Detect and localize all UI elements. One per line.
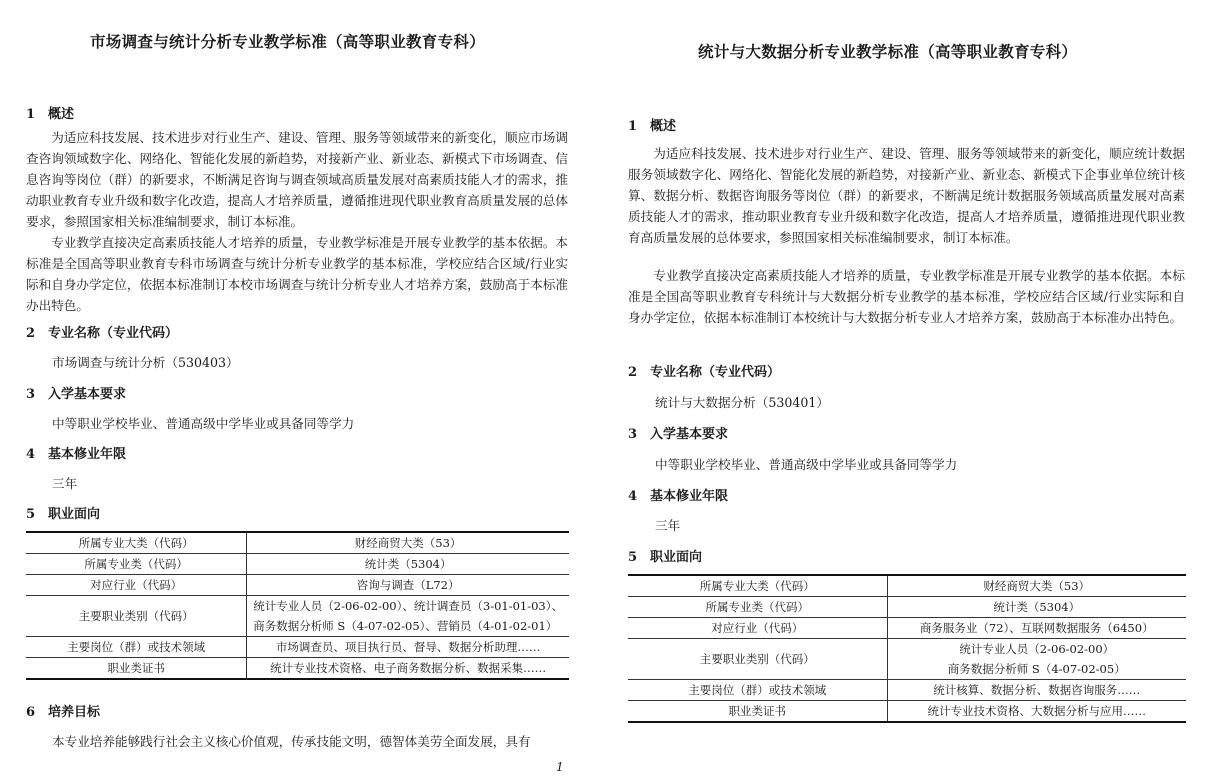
section-label: 职业面向 (650, 550, 703, 565)
table-key: 职业类证书 (26, 658, 247, 680)
page-title: 统计与大数据分析专业教学标准（高等职业教育专科） (698, 42, 1078, 61)
table-row (26, 575, 569, 596)
table-value-line: 商务数据分析师 S（4-07-02-05）、营销员（4-01-02-01） (253, 619, 558, 633)
section-overview-heading (628, 115, 676, 134)
section-label: 入学基本要求 (650, 427, 729, 442)
table-value-line: 统计专业人员（2-06-02-00）、统计调查员（3-01-01-03）、 (253, 599, 563, 613)
section-number: 1 (628, 119, 638, 134)
section-number: 4 (628, 489, 638, 504)
section-label: 职业面向 (48, 507, 101, 522)
section-number: 3 (26, 387, 36, 402)
table-value: 财经商贸大类（53） (247, 532, 569, 554)
table-value: 统计专业技术资格、大数据分析与应用…… (887, 701, 1186, 723)
section-label: 入学基本要求 (48, 387, 127, 402)
right-page (600, 0, 1212, 777)
section-label: 概述 (48, 107, 75, 122)
section-entry-heading (628, 423, 728, 442)
table-key: 对应行业（代码） (26, 575, 247, 596)
study-years: 三年 (655, 518, 681, 533)
table-value-line: 统计专业人员（2-06-02-00） (959, 642, 1115, 656)
table-key: 对应行业（代码） (628, 618, 887, 639)
section-label: 基本修业年限 (650, 489, 729, 504)
table-key: 主要职业类别（代码） (628, 639, 887, 680)
table-value: 市场调查员、项目执行员、督导、数据分析助理…… (247, 637, 569, 658)
table-row (628, 618, 1186, 639)
table-key: 所属专业大类（代码） (628, 575, 887, 597)
study-years: 三年 (52, 476, 78, 491)
section-label: 专业名称（专业代码） (48, 326, 179, 341)
section-entry-heading (26, 383, 126, 402)
table-row (628, 680, 1186, 701)
major-name: 市场调查与统计分析（530403） (52, 355, 239, 370)
major-name: 统计与大数据分析（530401） (655, 395, 830, 410)
section-number: 6 (26, 705, 36, 720)
table-key: 主要岗位（群）或技术领域 (26, 637, 247, 658)
section-career-heading (26, 503, 100, 522)
section-years-heading (26, 443, 126, 462)
page-title: 市场调查与统计分析专业教学标准（高等职业教育专科） (90, 32, 486, 51)
table-row (628, 639, 1186, 680)
table-value: 咨询与调查（L72） (247, 575, 569, 596)
table-row (628, 575, 1186, 597)
table-row (26, 532, 569, 554)
table-value (887, 639, 1186, 680)
table-value-line: 商务数据分析师 S（4-07-02-05） (947, 662, 1126, 676)
table-key: 主要职业类别（代码） (26, 596, 247, 637)
page-number: 1 (556, 760, 564, 774)
table-value: 统计类（5304） (247, 554, 569, 575)
section-label: 专业名称（专业代码） (650, 365, 781, 380)
goals-paragraph: 本专业培养能够践行社会主义核心价值观，传承技能文明，德智体美劳全面发展，具有 (52, 734, 531, 749)
section-label: 基本修业年限 (48, 447, 127, 462)
section-name-heading (628, 361, 780, 380)
table-key: 所属专业类（代码） (628, 597, 887, 618)
section-number: 2 (26, 326, 36, 341)
table-key: 职业类证书 (628, 701, 887, 723)
overview-paragraph-1: 为适应科技发展、技术进步对行业生产、建设、管理、服务等领域带来的新变化，顺应市场调查咨询领域数字化、网络化、智能化发展的新趋势，对接新产业、新业态、新模式下市场调查、信息咨询等岗位（群）的新要求，不断满足咨询与调查领域高质量发展对高素质技能人才的需求，推动职业教育专业升级和数字化改造，提高人才培养质量，遵循推进现代职业教育高质量发展的总体要求，参照国家相关标准编制要求，制订本标准。 (26, 130, 568, 229)
section-goals-heading (26, 701, 100, 720)
table-value (247, 596, 569, 637)
overview-paragraph-1: 为适应科技发展、技术进步对行业生产、建设、管理、服务等领域带来的新变化，顺应统计数据服务领域数字化、网络化、智能化发展的新趋势，对接新产业、新业态、新模式下企事业单位统计核算、数据分析、数据咨询服务等岗位（群）的新要求，不断满足统计数据服务领域高质量发展对高素质技能人才的需求，推动职业教育专业升级和数字化改造，提高人才培养质量，遵循推进现代职业教育高质量发展的总体要求，参照国家相关标准编制要求，制订本标准。 (628, 146, 1185, 245)
section-overview-heading (26, 103, 74, 122)
table-row (26, 658, 569, 680)
table-key: 所属专业类（代码） (26, 554, 247, 575)
section-career-heading (628, 546, 702, 565)
entry-requirement: 中等职业学校毕业、普通高级中学毕业或具备同等学力 (52, 416, 355, 431)
entry-requirement: 中等职业学校毕业、普通高级中学毕业或具备同等学力 (655, 457, 958, 472)
table-key: 主要岗位（群）或技术领域 (628, 680, 887, 701)
table-value: 商务服务业（72）、互联网数据服务（6450） (887, 618, 1186, 639)
table-value: 统计类（5304） (887, 597, 1186, 618)
table-value: 财经商贸大类（53） (887, 575, 1186, 597)
section-number: 4 (26, 447, 36, 462)
section-years-heading (628, 485, 728, 504)
career-table (26, 531, 569, 680)
table-row (26, 637, 569, 658)
section-number: 1 (26, 107, 36, 122)
overview-paragraph-2: 专业教学直接决定高素质技能人才培养的质量，专业教学标准是开展专业教学的基本依据。本标准是全国高等职业教育专科统计与大数据分析专业教学的基本标准，学校应结合区域/行业实际和自身办学定位，依据本标准制订本校统计与大数据分析专业人才培养方案，鼓励高于本标准办出特色。 (628, 268, 1185, 325)
section-number: 2 (628, 365, 638, 380)
section-number: 3 (628, 427, 638, 442)
table-key: 所属专业大类（代码） (26, 532, 247, 554)
section-label: 概述 (650, 119, 677, 134)
table-row (628, 597, 1186, 618)
table-row (26, 554, 569, 575)
section-number: 5 (628, 550, 638, 565)
section-label: 培养目标 (48, 705, 101, 720)
career-table (628, 574, 1186, 723)
section-name-heading (26, 322, 178, 341)
overview-paragraph-2: 专业教学直接决定高素质技能人才培养的质量，专业教学标准是开展专业教学的基本依据。本标准是全国高等职业教育专科市场调查与统计分析专业教学的基本标准，学校应结合区域/行业实际和自身办学定位，依据本标准制订本校市场调查与统计分析专业人才培养方案，鼓励高于本标准办出特色。 (26, 235, 568, 313)
table-value: 统计专业技术资格、电子商务数据分析、数据采集…… (247, 658, 569, 680)
left-page (0, 0, 600, 777)
table-row (628, 701, 1186, 723)
table-row (26, 596, 569, 637)
table-value: 统计核算、数据分析、数据咨询服务…… (887, 680, 1186, 701)
section-number: 5 (26, 507, 36, 522)
